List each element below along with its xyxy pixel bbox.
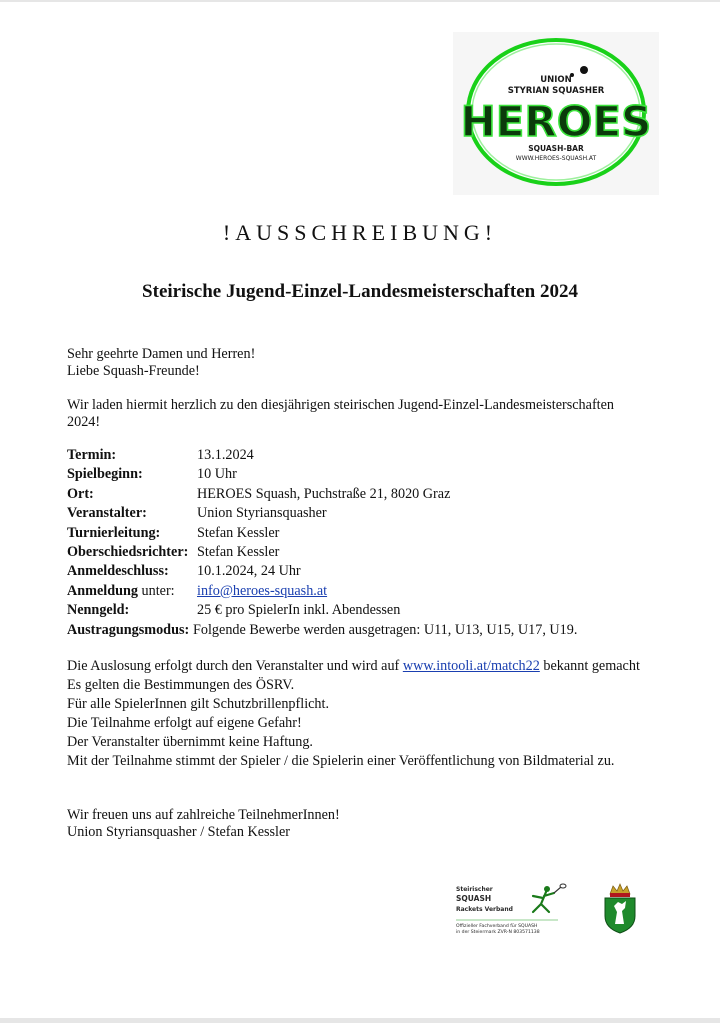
- detail-value-oberschiedsrichter: Stefan Kessler: [197, 543, 280, 560]
- detail-value-ort: HEROES Squash, Puchstraße 21, 8020 Graz: [197, 485, 451, 502]
- email-link[interactable]: info@heroes-squash.at: [197, 582, 328, 599]
- detail-label-ort: Ort:: [67, 485, 94, 502]
- detail-value-nenngeld: 25 € pro SpielerIn inkl. Abendessen: [197, 602, 401, 619]
- squash-logo-line1: Steirischer: [456, 886, 493, 893]
- notes-section: [67, 657, 647, 771]
- heroes-logo: [453, 32, 659, 195]
- logo-line1: UNION: [540, 75, 572, 85]
- announcement-heading: !AUSSCHREIBUNG!: [222, 220, 498, 245]
- detail-label-austragungsmodus: Austragungsmodus:: [67, 621, 190, 638]
- logo-line2: STYRIAN SQUASHER: [507, 86, 605, 96]
- squash-player-icon: [533, 884, 566, 912]
- detail-label-anmeldeschluss: Anmeldeschluss:: [67, 563, 169, 580]
- note-risk: Die Teilnahme erfolgt auf eigene Gefahr!: [67, 715, 302, 731]
- detail-label-anmeldung-suffix: unter:: [137, 582, 175, 599]
- detail-label-anmeldung: Anmeldung: [67, 582, 138, 599]
- logo-sub2: WWW.HEROES-SQUASH.AT: [515, 155, 597, 162]
- intro-text: Wir laden hiermit herzlich zu den diesjährigen steirischen Jugend-Einzel-Landesmeisterschaften 2024!: [67, 397, 615, 430]
- squash-logo-footer2: in der Steiermark ZVR-N 803571138: [456, 930, 540, 935]
- detail-value-termin: 13.1.2024: [197, 447, 254, 463]
- detail-value-anmeldeschluss: 10.1.2024, 24 Uhr: [197, 563, 301, 580]
- detail-label-turnierleitung: Turnierleitung:: [67, 524, 161, 541]
- detail-value-turnierleitung: Stefan Kessler: [197, 524, 280, 541]
- detail-row-termin: [67, 446, 667, 465]
- detail-row-anmeldeschluss: [67, 562, 667, 581]
- detail-row-austragungsmodus: [67, 621, 667, 640]
- detail-row-turnierleitung: [67, 524, 667, 543]
- logo-sub1: SQUASH-BAR: [528, 144, 584, 153]
- page-bottom-border: [0, 1018, 720, 1023]
- detail-row-nenngeld: [67, 601, 667, 620]
- note-draw-suffix: bekannt gemacht: [539, 658, 640, 674]
- detail-label-nenngeld: Nenngeld:: [67, 602, 130, 619]
- detail-row-oberschiedsrichter: [67, 543, 667, 562]
- squash-logo-line2: SQUASH: [456, 894, 492, 903]
- closing-line-2: Union Styriansquasher / Stefan Kessler: [67, 824, 291, 840]
- note-goggles: Für alle SpielerInnen gilt Schutzbrillenpflicht.: [67, 696, 330, 712]
- squash-logo-footer1: Offizieller Fachverband für SQUASH: [456, 924, 538, 929]
- detail-row-ort: [67, 485, 667, 504]
- note-draw: [67, 657, 647, 676]
- squash-association-logo: [453, 882, 581, 938]
- event-title: Steirische Jugend-Einzel-Landesmeisterschaften 2024: [142, 281, 578, 302]
- squash-logo-line3: Rackets Verband: [456, 906, 513, 913]
- greeting-line-1: Sehr geehrte Damen und Herren!: [67, 346, 256, 362]
- detail-label-oberschiedsrichter: Oberschiedsrichter:: [67, 543, 189, 560]
- closing-section: [67, 807, 647, 841]
- detail-row-anmeldung: [67, 582, 667, 601]
- note-liability: Der Veranstalter übernimmt keine Haftung.: [67, 734, 313, 750]
- detail-label-veranstalter: Veranstalter:: [67, 505, 147, 522]
- styria-crest-icon: [603, 882, 637, 934]
- detail-value-austragungsmodus: Folgende Bewerbe werden ausgetragen: U11, U13, U15, U17, U19.: [193, 621, 578, 638]
- detail-row-veranstalter: [67, 504, 667, 523]
- page-top-border: [0, 0, 720, 2]
- detail-value-spielbeginn: 10 Uhr: [197, 466, 237, 483]
- greeting: [67, 346, 647, 380]
- detail-value-veranstalter: Union Styriansquasher: [197, 505, 327, 522]
- note-media: Mit der Teilnahme stimmt der Spieler / die Spielerin einer Veröffentlichung von Bildmaterial zu.: [67, 753, 615, 769]
- detail-label-termin: Termin:: [67, 447, 117, 463]
- note-rules: Es gelten die Bestimmungen des ÖSRV.: [67, 677, 295, 693]
- details-table: [67, 446, 667, 640]
- greeting-line-2: Liebe Squash-Freunde!: [67, 363, 200, 379]
- note-draw-text: Die Auslosung erfolgt durch den Veranstalter und wird auf: [67, 658, 403, 674]
- draw-link[interactable]: www.intooli.at/match22: [402, 658, 540, 674]
- logo-brand: HEROES: [460, 97, 652, 146]
- detail-label-spielbeginn: Spielbeginn:: [67, 466, 143, 483]
- detail-row-spielbeginn: [67, 465, 667, 484]
- closing-line-1: Wir freuen uns auf zahlreiche TeilnehmerInnen!: [67, 807, 340, 823]
